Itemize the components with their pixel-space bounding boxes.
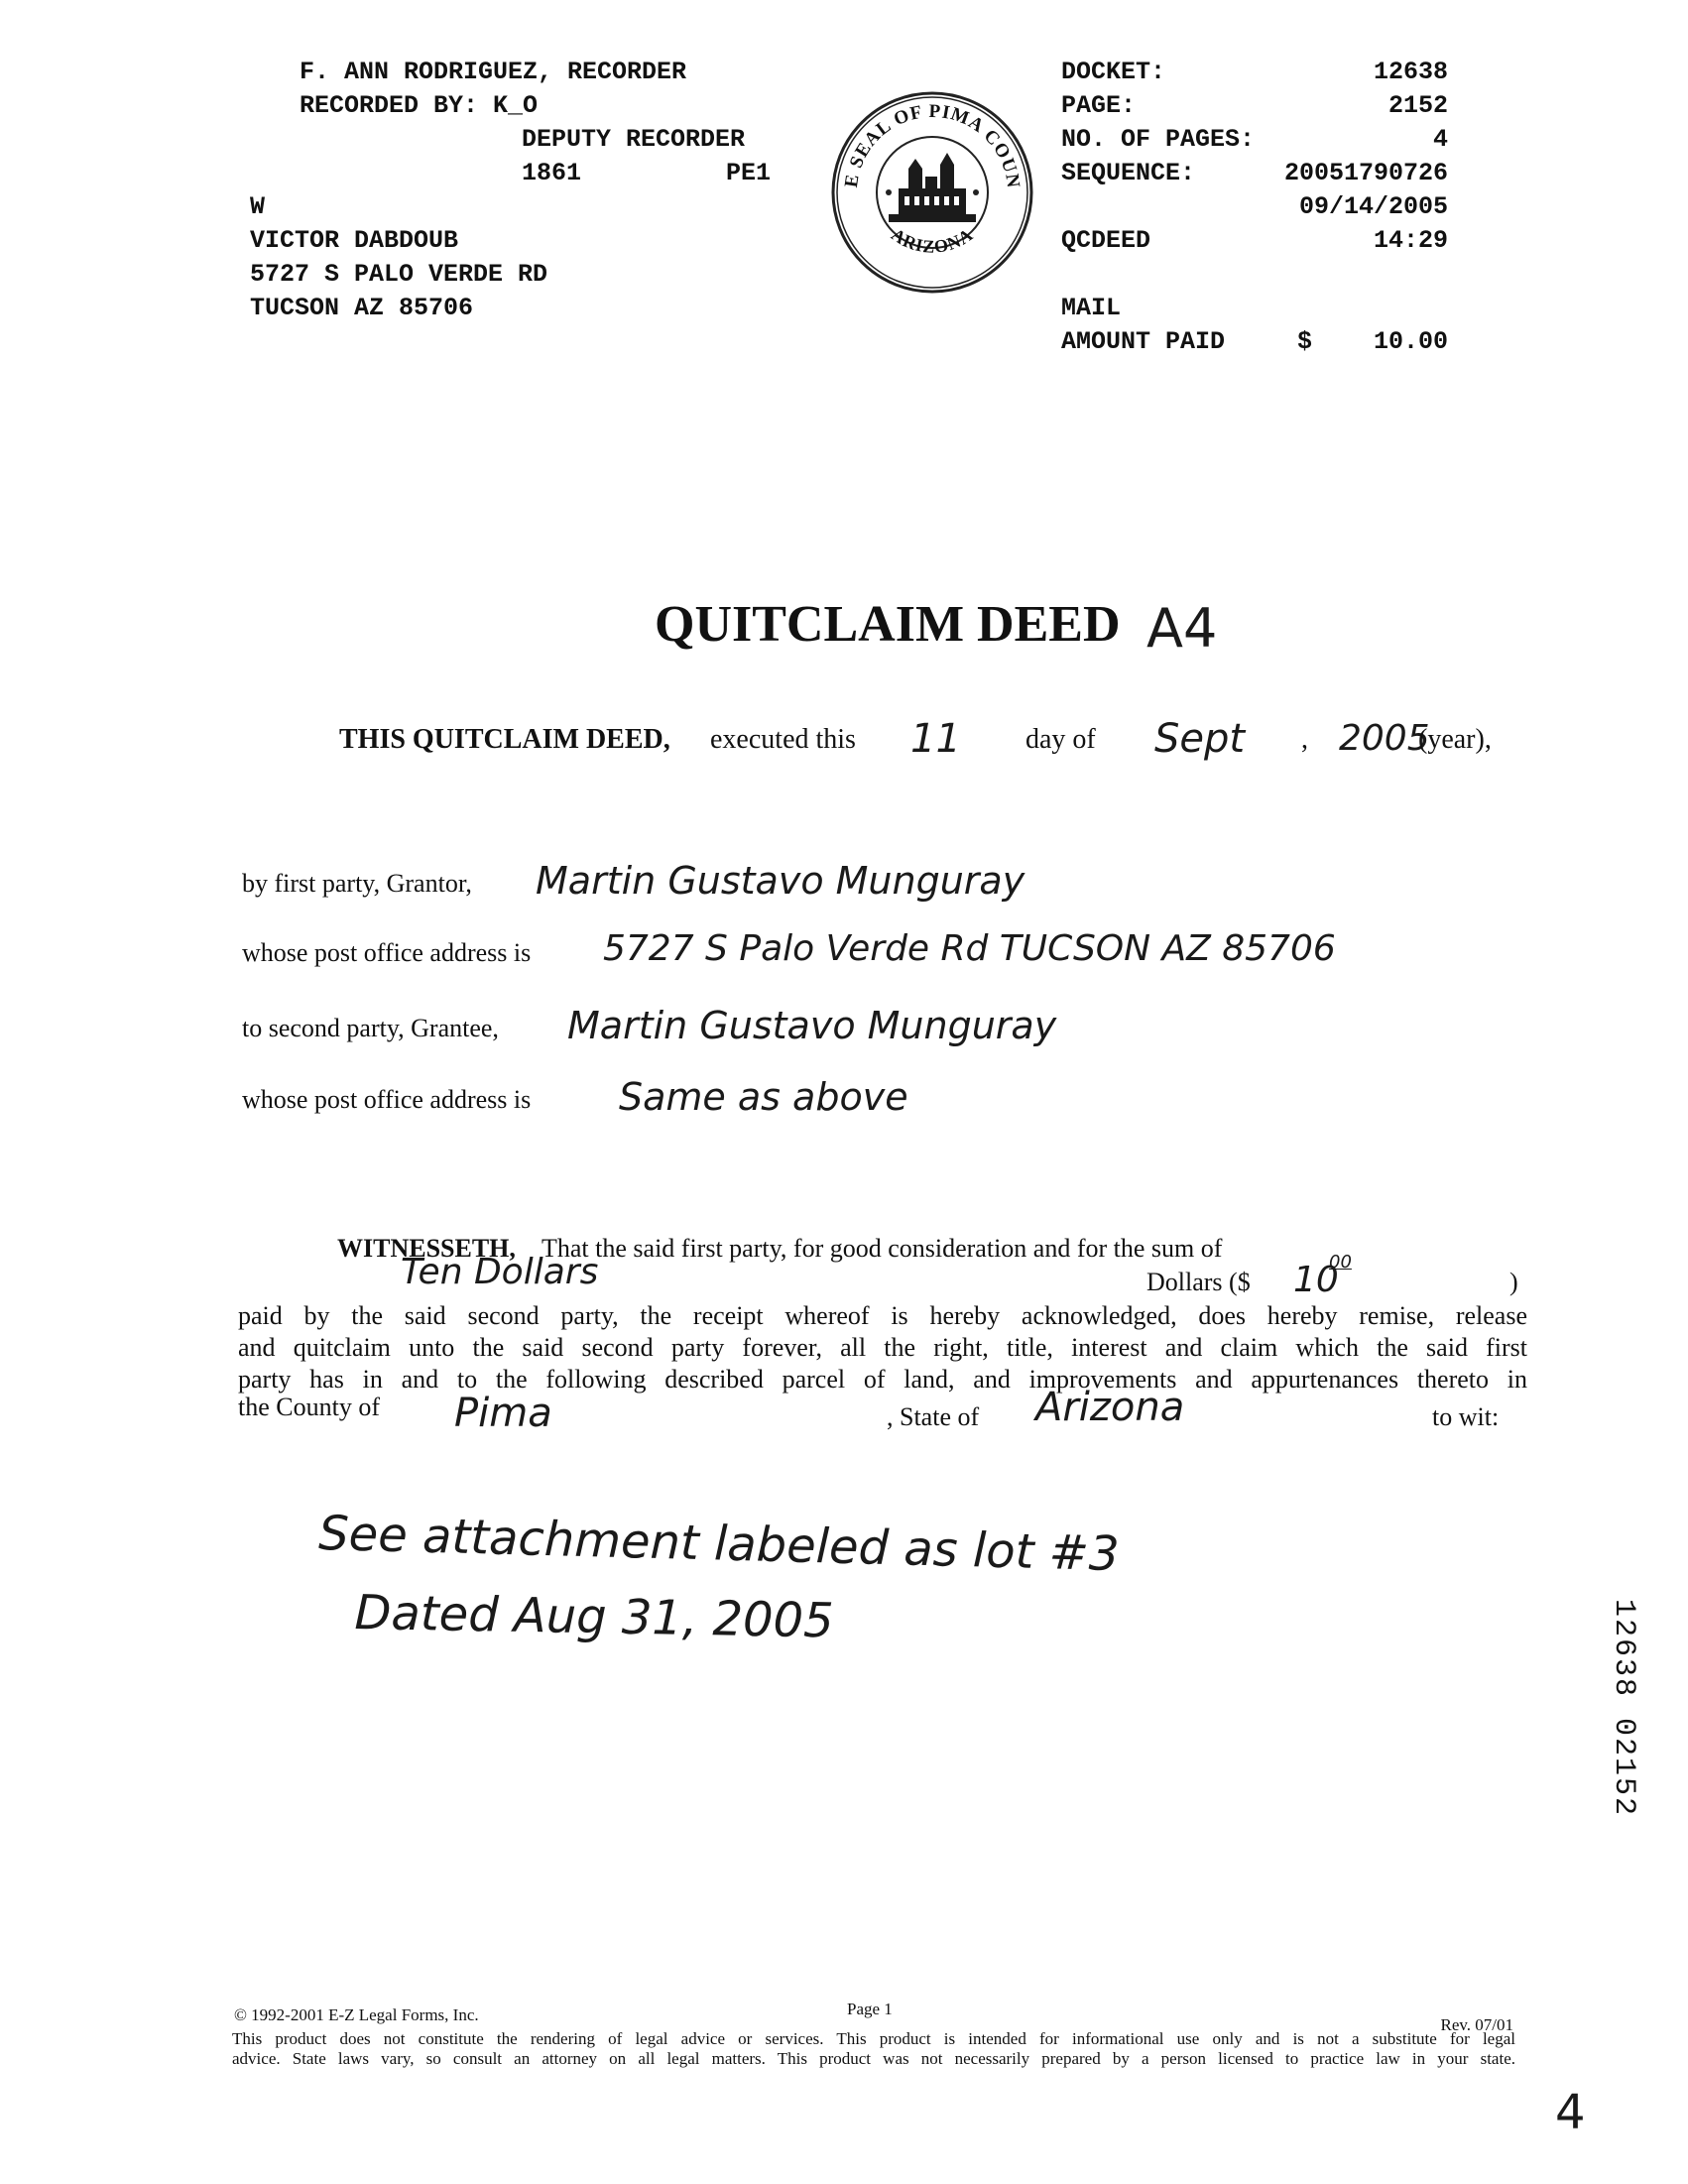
docket-value: 12638 [1373, 58, 1448, 86]
paragraph-line-2: and quitclaim unto the said second party forever, all the right, title, interest and claim which the said first [238, 1333, 1527, 1362]
grantee-label: to second party, Grantee, [242, 1014, 499, 1042]
footer-revision: Rev. 07/01 [1440, 2015, 1513, 2034]
amount-value: 10.00 [1373, 327, 1448, 356]
sum-words: Ten Dollars [401, 1252, 599, 1292]
return-address-1: 5727 S PALO VERDE RD [250, 260, 548, 289]
footer-copyright: © 1992-2001 E-Z Legal Forms, Inc. [234, 2005, 479, 2024]
grantee-name: Martin Gustavo Munguray [567, 1004, 1057, 1047]
grantor-address-label: whose post office address is [242, 938, 532, 967]
title-handwritten-mark: A4 [1146, 597, 1218, 660]
year-label: (year), [1418, 724, 1492, 755]
grantee-address-label: whose post office address is [242, 1085, 532, 1114]
legal-description-line-2: Dated Aug 31, 2005 [354, 1585, 835, 1649]
page-label: PAGE: [1061, 91, 1137, 120]
page-value: 2152 [1387, 91, 1448, 120]
amount-label: AMOUNT PAID [1061, 327, 1226, 356]
sequence-label: SEQUENCE: [1061, 159, 1196, 187]
sequence-value: 20051790726 [1283, 159, 1448, 187]
return-name: VICTOR DABDOUB [250, 226, 459, 255]
grantor-address: 5727 S Palo Verde Rd TUCSON AZ 85706 [603, 928, 1336, 969]
margin-stamp [1601, 1599, 1640, 1877]
grantee-address: Same as above [619, 1075, 908, 1119]
recorder-code-2: PE1 [726, 159, 772, 187]
to-wit-label: to wit: [1432, 1402, 1500, 1431]
document-type: QCDEED [1061, 226, 1151, 255]
pages-label: NO. OF PAGES: [1061, 125, 1256, 154]
return-w: W [250, 192, 266, 221]
witness-bold: WITNESSETH, [337, 1234, 516, 1263]
executed-month: Sept [1154, 716, 1246, 762]
footer-disclaimer-1: This product does not constitute the rendering of legal advice or services. This product is intended for informational use only and is not a substitute for legal [232, 2029, 1515, 2048]
recorded-date: 09/14/2005 [1298, 192, 1448, 221]
return-address-2: TUCSON AZ 85706 [250, 294, 474, 322]
executed-text: executed this [710, 724, 856, 755]
amount-currency: $ [1297, 327, 1313, 356]
recorded-time: 14:29 [1373, 226, 1448, 255]
docket-label: DOCKET: [1061, 58, 1166, 86]
executed-day: 11 [910, 716, 961, 762]
grantor-label: by first party, Grantor, [242, 869, 472, 898]
dollars-cents: 00 [1329, 1252, 1352, 1273]
footer-page: Page 1 [847, 2000, 893, 2018]
dollars-close: ) [1509, 1268, 1518, 1296]
county-label: the County of [238, 1393, 380, 1421]
month-comma: , [1301, 724, 1308, 755]
grantor-name: Martin Gustavo Munguray [536, 859, 1025, 903]
page-count-mark: 4 [1555, 2085, 1586, 2140]
seal-bottom-text: ARIZONA [888, 224, 977, 257]
deputy-recorder: DEPUTY RECORDER [522, 125, 746, 154]
recorder-code-1: 1861 [522, 159, 582, 187]
recorded-by: RECORDED BY: K_O [300, 91, 539, 120]
mail-label: MAIL [1061, 294, 1122, 322]
paragraph-line-3: party has in and to the following described parcel of land, and improvements and appurtenances thereto in [238, 1365, 1527, 1394]
svg-text:ARIZONA [888, 224, 977, 257]
executed-bold: THIS QUITCLAIM DEED, [339, 724, 670, 755]
county-seal [829, 89, 1035, 296]
recorder-name: F. ANN RODRIGUEZ, RECORDER [300, 58, 687, 86]
svg-text:THE SEAL OF PIMA COUNTY [829, 89, 1024, 189]
dollars-label: Dollars ($ [1146, 1268, 1251, 1296]
seal-top-text: E SEAL OF PIMA COUN [840, 100, 1025, 190]
witness-text: That the said first party, for good consideration and for the sum of [542, 1234, 1223, 1263]
dollars-amount: 10 [1293, 1260, 1339, 1300]
legal-description-line-1: See attachment labeled as lot #3 [317, 1506, 1121, 1583]
footer-disclaimer-2: advice. State laws vary, so consult an attorney on all legal matters. This product was not necessarily prepared by a person licensed to practice law in your state. [232, 2049, 1515, 2068]
deed-title: QUITCLAIM DEED [655, 596, 1121, 653]
day-of-label: day of [1025, 724, 1096, 755]
paragraph-line-1: paid by the said second party, the receipt whereof is hereby acknowledged, does hereby remise, release [238, 1301, 1527, 1330]
state-label: , State of [887, 1402, 980, 1431]
executed-year: 2005 [1339, 718, 1430, 759]
county-value: Pima [454, 1391, 552, 1436]
seal-graphic [829, 89, 1035, 296]
state-value: Arizona [1035, 1385, 1185, 1430]
margin-stamp-text: 12638 02152 [1607, 1599, 1640, 1818]
pages-value: 4 [1432, 125, 1448, 154]
